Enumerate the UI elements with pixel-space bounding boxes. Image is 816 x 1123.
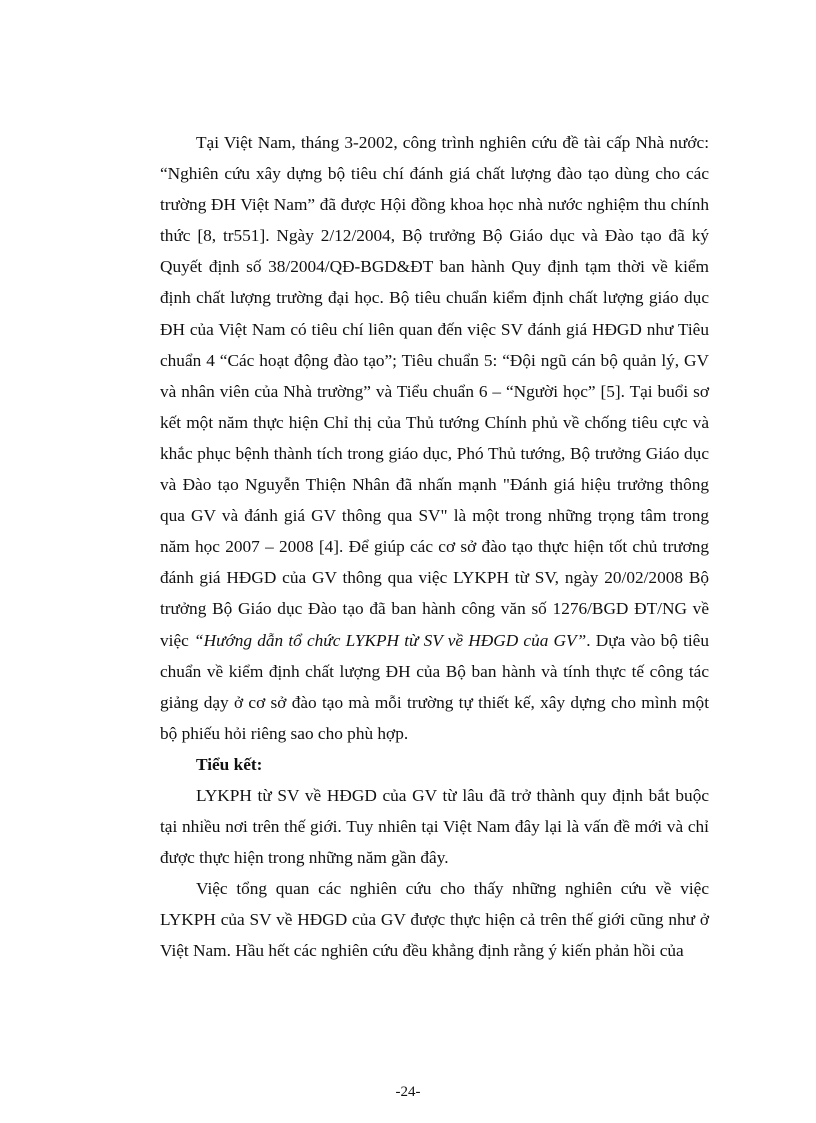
paragraph-1-text-b: . Dựa vào bộ tiêu chuẩn về kiểm định chất lượng ĐH của Bộ ban hành và tính thực tế công tác giảng dạy ở cơ sở đào tạo mà mỗi trường tự thiết kế, xây dựng cho mình một bộ phiếu hỏi riêng sao cho phù hợp. — [160, 630, 709, 743]
body-text — [160, 127, 709, 967]
paragraph-2: LYKPH từ SV về HĐGD của GV từ lâu đã trở thành quy định bắt buộc tại nhiều nơi trên thế giới. Tuy nhiên tại Việt Nam đây lại là vấn đề mới và chỉ được thực hiện trong những năm gần đây. — [160, 785, 709, 868]
paragraph-1 — [160, 127, 709, 749]
page-number: -24- — [395, 1084, 421, 1100]
paragraph-1-text-a: Tại Việt Nam, tháng 3-2002, công trình nghiên cứu đề tài cấp Nhà nước: “Nghiên cứu xây dựng bộ tiêu chí đánh giá chất lượng đào tạo dùng cho các trường ĐH Việt Nam” đã được Hội đồng khoa học nhà nước nghiệm thu chính thức [8, tr551]. Ngày 2/12/2004, Bộ trưởng Bộ Giáo dục và Đào tạo đã ký Quyết định số 38/2004/QĐ-BGD&ĐT ban hành Quy định tạm thời về kiểm định chất lượng trường đại học. Bộ tiêu chuẩn kiểm định chất lượng giáo dục ĐH của Việt Nam có tiêu chí liên quan đến việc SV đánh giá HĐGD như Tiêu chuẩn 4 “Các hoạt động đào tạo”; Tiêu chuẩn 5: “Đội ngũ cán bộ quản lý, GV và nhân viên của Nhà trường” và Tiểu chuẩn 6 – “Người học” [5]. Tại buổi sơ kết một năm thực hiện Chỉ thị của Thủ tướng Chính phủ về chống tiêu cực và khắc phục bệnh thành tích trong giáo dục, Phó Thủ tướng, Bộ trưởng Giáo dục và Đào tạo Nguyễn Thiện Nhân đã nhấn mạnh "Đánh giá hiệu trưởng thông qua GV và đánh giá GV thông qua SV" là một trong những trọng tâm trong năm học 2007 – 2008 [4]. Để giúp các cơ sở đào tạo thực hiện tốt chủ trương đánh giá HĐGD của GV thông qua việc LYKPH từ SV, ngày 20/02/2008 Bộ trưởng Bộ Giáo dục Đào tạo đã ban hành công văn số 1276/BGD ĐT/NG về việc — [160, 133, 709, 650]
summary-heading: Tiểu kết: — [196, 754, 263, 774]
paragraph-3: Việc tổng quan các nghiên cứu cho thấy những nghiên cứu về việc LYKPH của SV về HĐGD của GV được thực hiện cả trên thế giới cũng như ở Việt Nam. Hầu hết các nghiên cứu đều khẳng định rằng ý kiến phản hồi của — [160, 879, 709, 961]
paragraph-1-italic-title: “Hướng dẫn tổ chức LYKPH từ SV về HĐGD của GV” — [193, 630, 587, 650]
